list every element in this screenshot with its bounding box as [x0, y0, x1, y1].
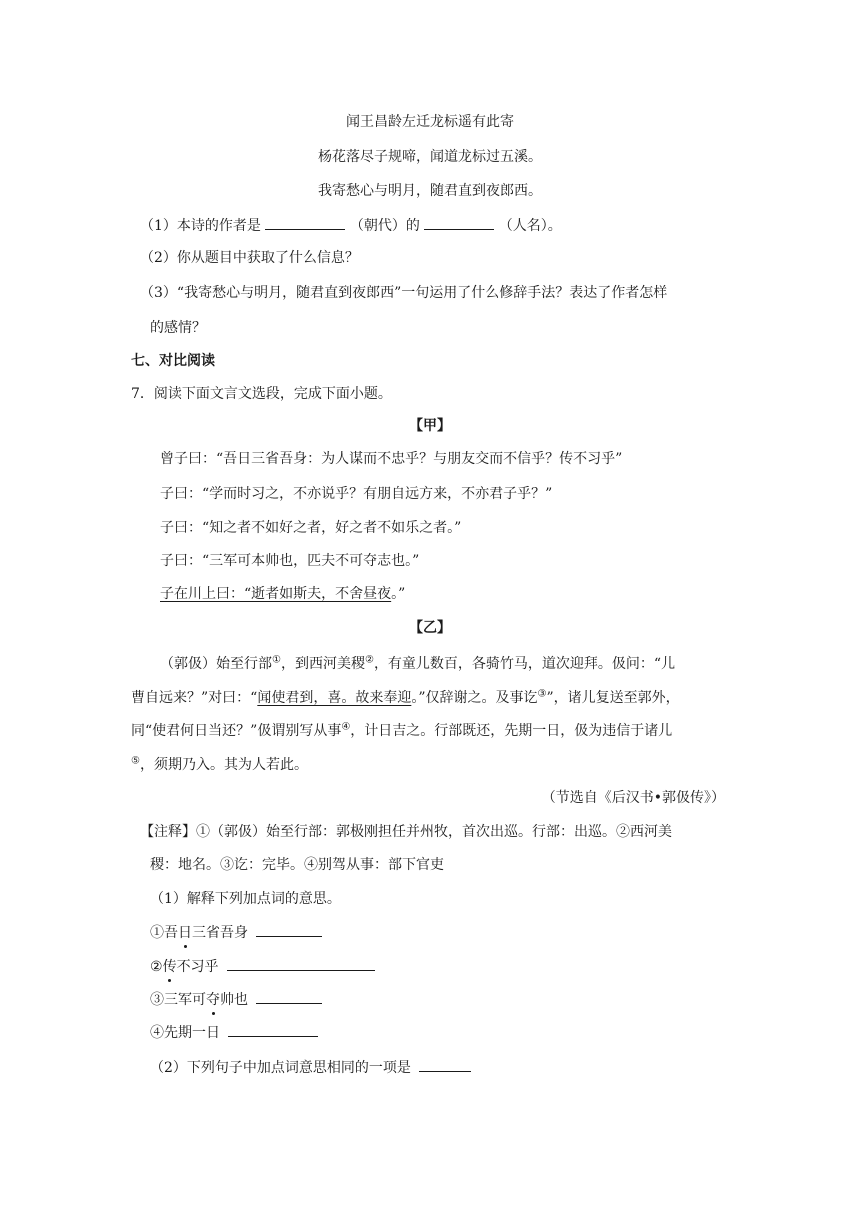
yi-paragraph-line-4: ⑤，须期乃入。其为人若此。 [131, 755, 308, 773]
underlined-sentence: 闻使君到，喜。故来奉迎 [257, 690, 412, 706]
source-citation: （节选自《后汉书•郭伋传》） [541, 790, 725, 806]
dotted-word: 夺 [206, 992, 220, 1008]
jia-label: 【甲】 [409, 418, 451, 434]
jia-line-4: 子曰：“三军可本帅也，匹夫不可夺志也。” [160, 553, 420, 569]
poem-line-1: 杨花落尽子规啼，闻道龙标过五溪。 [318, 149, 542, 165]
question-3-line-1: （3）“我寄愁心与明月，随君直到夜郎西”一句运用了什么修辞手法？表达了作者怎样 [140, 285, 668, 301]
answer-blank[interactable] [256, 922, 322, 937]
note-mark: ① [272, 654, 281, 666]
word-item-1: ①吾日三省吾身 [150, 922, 322, 943]
word-item-2: ②传不习乎 [150, 956, 375, 977]
answer-blank[interactable] [256, 989, 322, 1004]
jia-line-1: 曾子曰：“吾日三省吾身：为人谋而不忠乎？与朋友交而不信乎？传不习乎” [160, 451, 623, 467]
subquestion-2: （2）下列句子中加点词意思相同的一项是 [150, 1057, 471, 1078]
subquestion-1: （1）解释下列加点词的意思。 [150, 891, 341, 907]
question-1: （1）本诗的作者是 （朝代）的 （人名）。 [140, 215, 562, 236]
word-item-3: ③三军可夺帅也 [150, 989, 322, 1010]
yi-paragraph-line-3: 同“使君何日当还？”伋谓别写从事④，计日吉之。行部既还，先期一日，伋为违信于诸儿 [131, 721, 673, 739]
dotted-word: 传 [162, 959, 177, 975]
note-mark: ⑤ [131, 755, 140, 767]
answer-blank[interactable] [228, 1022, 318, 1037]
instruction: 7．阅读下面文言文选段，完成下面小题。 [131, 386, 392, 402]
yi-paragraph-line-2: 曹自远来？”对曰：“闻使君到，喜。故来奉迎。”仅辞谢之。及事讫③”，诸儿复送至郭外， [131, 688, 680, 706]
notes-line-2: 稷：地名。③讫：完毕。④别驾从事：部下官吏 [150, 857, 444, 873]
jia-line-5: 子在川上曰：“逝者如斯夫，不舍昼夜。” [160, 586, 406, 602]
answer-blank[interactable] [227, 956, 375, 971]
poem-title: 闻王昌龄左迁龙标遥有此寄 [346, 114, 514, 130]
question-3-line-2: 的感情？ [150, 320, 206, 336]
note-mark: ③ [537, 688, 547, 700]
section-heading: 七、对比阅读 [131, 353, 215, 369]
jia-line-2: 子曰：“学而时习之，不亦说乎？有朋自远方来，不亦君子乎？” [160, 486, 553, 502]
answer-blank[interactable] [419, 1057, 471, 1072]
answer-blank[interactable] [424, 215, 494, 230]
answer-blank[interactable] [265, 215, 345, 230]
word-item-4: ④先期一日 [150, 1022, 318, 1043]
yi-paragraph-line-1: （郭伋）始至行部①，到西河美稷②，有童儿数百，各骑竹马，道次迎拜。伋问：“儿 [160, 654, 676, 672]
note-mark: ② [364, 654, 374, 666]
jia-line-3: 子曰：“知之者不如好之者，好之者不如乐之者。” [160, 520, 462, 536]
note-mark: ④ [341, 721, 351, 733]
notes-line-1: 【注释】①（郭伋）始至行部：郭极刚担任并州牧，首次出巡。行部：出巡。②西河美 [140, 824, 672, 840]
poem-line-2: 我寄愁心与明月，随君直到夜郎西。 [318, 183, 542, 199]
underlined-sentence: 子在川上曰：“逝者如斯夫，不舍昼夜 [160, 586, 392, 602]
yi-label: 【乙】 [409, 620, 451, 636]
dotted-word: 日 [178, 925, 192, 941]
question-2: （2）你从题目中获取了什么信息？ [140, 250, 359, 266]
